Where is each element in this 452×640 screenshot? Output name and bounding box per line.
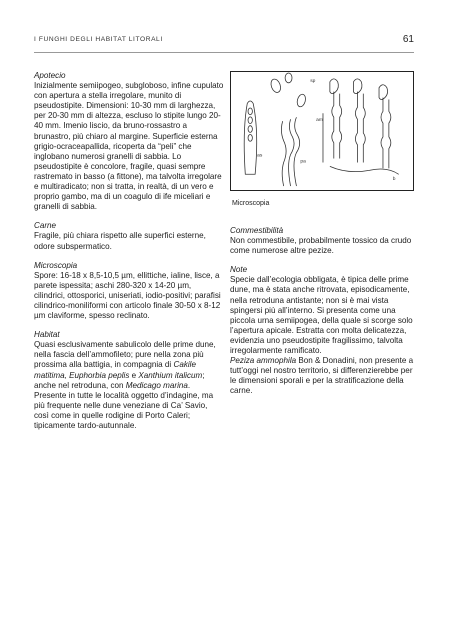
label-am: am [316,118,323,124]
text-apotecio: Inizialmente semiipogeo, subgloboso, infine cupulato con apertura a stella irregolare, munito di pseudostipite. Dimensioni: 10-30 mm di larghezza, per 20-30 mm di altezza, escluso lo stipite lungo 20-40 mm. Imenio liscio, da bruno-rossastro a brunastro, più chiaro al margine. Superficie esterna grigio-ocraceapallida, ricoperta da “peli” che inglobano numerosi granelli di sabbia. Lo pseudostipite è concolore, fragile, quasi sempre rastremato in basso (a fittone), ma talvolta irregolare e multiradicato; non si tratta, in realtà, di un vero e proprio gambo, ma di un coagulo di ife miceliari e granelli di sabbia. [34,81,224,212]
label-sp: sp [310,78,316,84]
page-number: 61 [402,34,414,45]
chain-3b [389,100,391,169]
chain-3 [381,98,383,169]
heading-apotecio: Apotecio [34,71,66,80]
label-pa: pa [300,159,306,165]
habitat-text-2: e [129,370,139,380]
text-carne: Fragile, più chiara rispetto alle superfici esterne, odore subspermatico. [34,231,206,251]
right-column [230,226,416,406]
spore-2 [296,93,307,107]
chain-2b [363,94,365,163]
label-as: as [257,153,263,159]
habitat-species-3: Medicago marina [125,380,188,390]
habitat-text-3: ; anche nel retroduna, con [34,370,205,390]
paraphysis-3 [281,121,286,186]
paraphysis-1 [289,119,295,186]
habitat-species-1: Cakile matitima, Euphorbia peplis [34,360,196,380]
paraphysis-tip-2 [353,79,362,94]
spore-3 [285,73,292,83]
figure-caption: Microscopia [232,200,270,207]
habitat-text-4: . Presente in tutte le località oggetto d’indagine, ma più frequente nelle dune veneziane di Ca’ Savio, così come in quelle rodigine di Porto Caleri; tipicamente tardo-autunnale. [34,380,214,430]
section-microscopia [34,261,224,322]
note-species: Peziza ammophila [230,356,297,366]
chain-1b [340,94,342,159]
chain-1 [332,92,334,159]
section-habitat [34,330,224,431]
paraphysis-2 [294,117,300,186]
heading-carne: Carne [34,221,57,231]
spore-1 [269,78,282,94]
running-head: I FUNGHI DEGLI HABITAT LITORALI [34,36,163,43]
habitat-text-1: Quasi esclusivamente sabulicolo delle prime dune, nella fascia dell’ammofileto; pure nella zona più prossima alla battigia, in compagnia di [34,340,216,370]
basal-hypha [330,166,399,174]
paraphysis-tip-3 [379,85,388,100]
text-note-species [230,356,416,396]
header-rule [34,52,414,53]
heading-note: Note [230,265,248,275]
text-microscopia: Spore: 16-18 x 8,5-10,5 µm, ellittiche, ialine, lisce, a parete ispessita; aschi 280-320 x 14-20 µm, cilindrici, ottosporici, uniseriati, iodio-positivi; parafisi cilindrico-moniliformi con articolo finale 30-50 x 8-12 µm claviforme, spesso reclinato. [34,270,221,321]
section-note [230,265,416,396]
paraphysis-tip-1 [330,79,339,94]
microscopy-drawing [231,72,413,190]
microscopy-figure [230,71,414,191]
section-apotecio [34,71,224,212]
chain-2 [355,92,357,163]
habitat-species-2: Xanthium italicum [138,370,203,380]
text-commestibilita: Non commestibile, probabilmente tossico da crudo come numerose altre pezize. [230,236,412,256]
heading-commestibilita: Commestibilità [230,226,284,235]
section-carne [34,221,224,251]
note-authors: Bon & Donadini, non presente a tutt’oggi nel nostro territorio, si differenzierebbe per le dimensioni sporali e per la stratificazione della carne. [230,356,414,396]
text-note: Specie dall’ecologia obbligata, è tipica delle prime dune, ma è stata anche ritrovata, episodicamente, nella retroduna antistante; non si è mai vista spingersi più all’interno. Si presenta come una piccola urna semiipogea, della quale si scorge solo l’apertura apicale. Estratta con molta delicatezza, evidenzia uno pseudostipite fragilissimo, talvolta irregolarmente ramificato. [230,275,413,356]
heading-microscopia: Microscopia [34,260,78,270]
text-habitat [34,340,224,431]
section-commestibilita [230,226,416,256]
label-b: b [392,177,396,183]
ascus [244,101,257,174]
left-column [34,71,224,440]
heading-habitat: Habitat [34,330,60,340]
